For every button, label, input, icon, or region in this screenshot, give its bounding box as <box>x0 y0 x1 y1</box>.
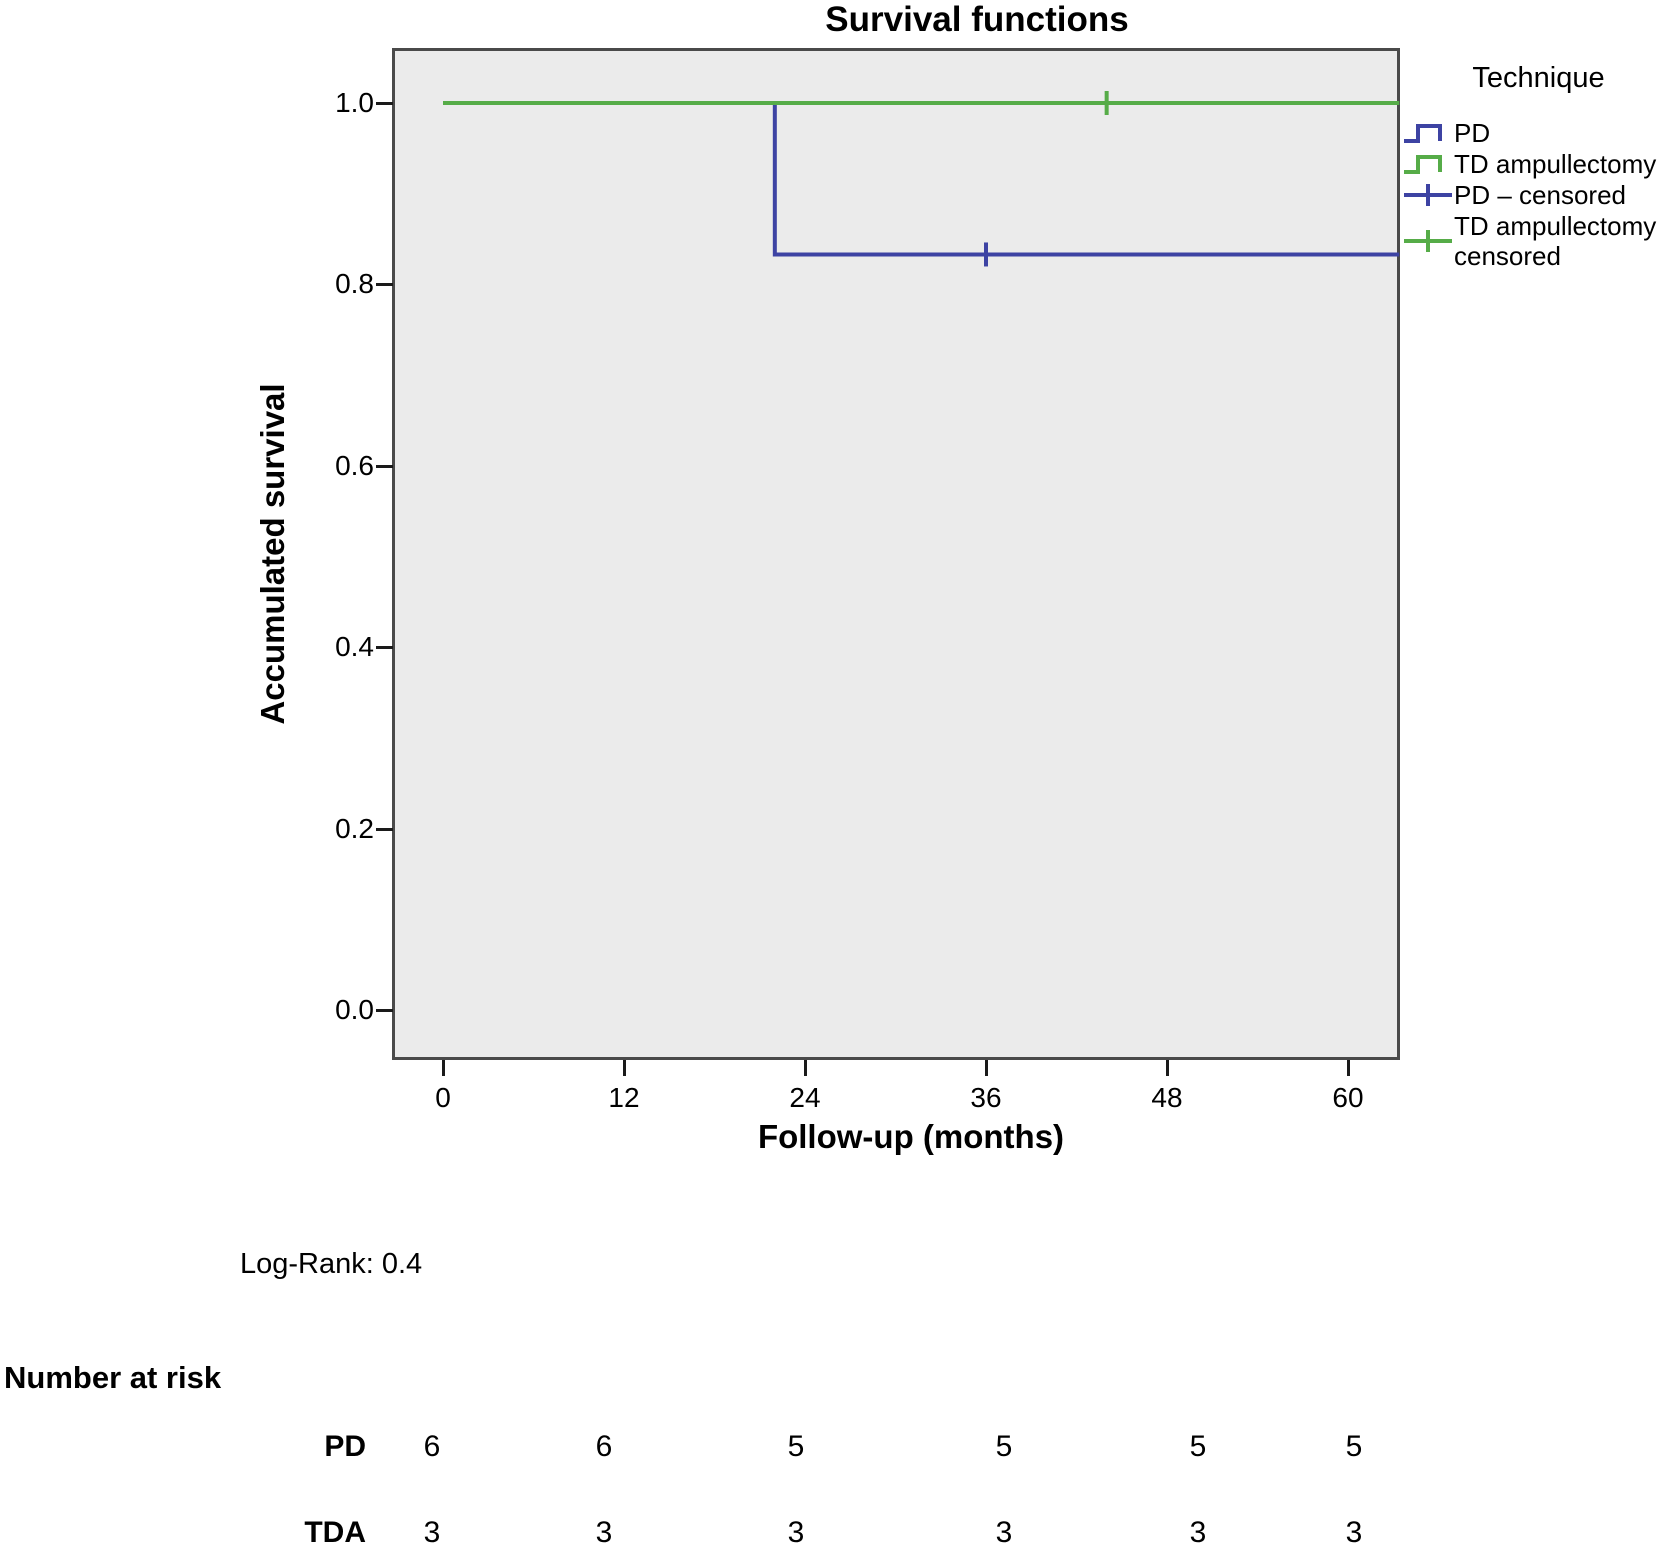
x-tick-label: 24 <box>789 1082 821 1113</box>
y-tick-label: 0.0 <box>335 994 374 1025</box>
risk-value: 5 <box>1345 1430 1363 1463</box>
y-axis-title: Accumulated survival <box>254 383 291 725</box>
x-tick-label: 0 <box>435 1082 451 1113</box>
censor-mark-icon <box>1402 180 1454 210</box>
y-tick-label: 0.2 <box>335 813 374 844</box>
risk-value: 5 <box>1189 1430 1207 1463</box>
log-rank-annotation: Log-Rank: 0.4 <box>240 1248 423 1280</box>
legend-item-td-ampullectomy <box>1402 148 1675 179</box>
y-tick-label: 0.4 <box>335 631 374 662</box>
risk-value: 3 <box>423 1516 441 1549</box>
legend-label: PD – censored <box>1454 179 1626 210</box>
step-line-icon <box>1402 149 1454 179</box>
y-tick-mark <box>376 283 393 286</box>
x-tick-mark <box>1347 1060 1350 1076</box>
censor-mark-icon <box>1402 226 1454 256</box>
risk-value: 3 <box>787 1516 805 1549</box>
legend-item-td-ampullectomy-censored <box>1402 210 1675 272</box>
legend-item-pd <box>1402 117 1675 148</box>
risk-value: 3 <box>995 1516 1013 1549</box>
y-tick-mark <box>376 465 393 468</box>
x-tick-mark <box>985 1060 988 1076</box>
risk-value: 5 <box>995 1430 1013 1463</box>
x-tick-mark <box>1166 1060 1169 1076</box>
x-tick-mark <box>442 1060 445 1076</box>
y-tick-mark <box>376 646 393 649</box>
y-tick-mark <box>376 828 393 831</box>
y-tick-label: 0.6 <box>335 450 374 481</box>
x-axis-title: Follow-up (months) <box>757 1118 1065 1155</box>
legend-title: Technique <box>1472 62 1605 94</box>
risk-value: 3 <box>595 1516 613 1549</box>
y-tick-label: 1.0 <box>335 87 374 118</box>
risk-value: 6 <box>423 1430 441 1463</box>
legend <box>1402 62 1675 272</box>
risk-value: 3 <box>1189 1516 1207 1549</box>
x-tick-label: 48 <box>1151 1082 1183 1113</box>
x-tick-mark <box>623 1060 626 1076</box>
risk-value: 3 <box>1345 1516 1363 1549</box>
number-at-risk-heading: Number at risk <box>4 1360 222 1395</box>
y-tick-label: 0.8 <box>335 268 374 299</box>
risk-row-label: PD <box>324 1430 366 1463</box>
x-tick-label: 12 <box>608 1082 640 1113</box>
y-tick-mark <box>376 1009 393 1012</box>
y-tick-mark <box>376 102 393 105</box>
legend-item-pd-censored <box>1402 179 1675 210</box>
legend-label: TD ampullectomy <box>1454 148 1657 179</box>
risk-row-label: TDA <box>304 1516 366 1549</box>
x-tick-label: 36 <box>970 1082 1002 1113</box>
risk-value: 5 <box>787 1430 805 1463</box>
chart-title: Survival functions <box>825 0 1129 39</box>
legend-label: TD ampullectomy censored <box>1454 211 1657 271</box>
legend-label: PD <box>1454 117 1491 148</box>
survival-curves <box>392 48 1400 1060</box>
step-line-icon <box>1402 118 1454 148</box>
x-tick-mark <box>804 1060 807 1076</box>
plot-area <box>392 48 1400 1060</box>
risk-value: 6 <box>595 1430 613 1463</box>
x-tick-label: 60 <box>1332 1082 1364 1113</box>
